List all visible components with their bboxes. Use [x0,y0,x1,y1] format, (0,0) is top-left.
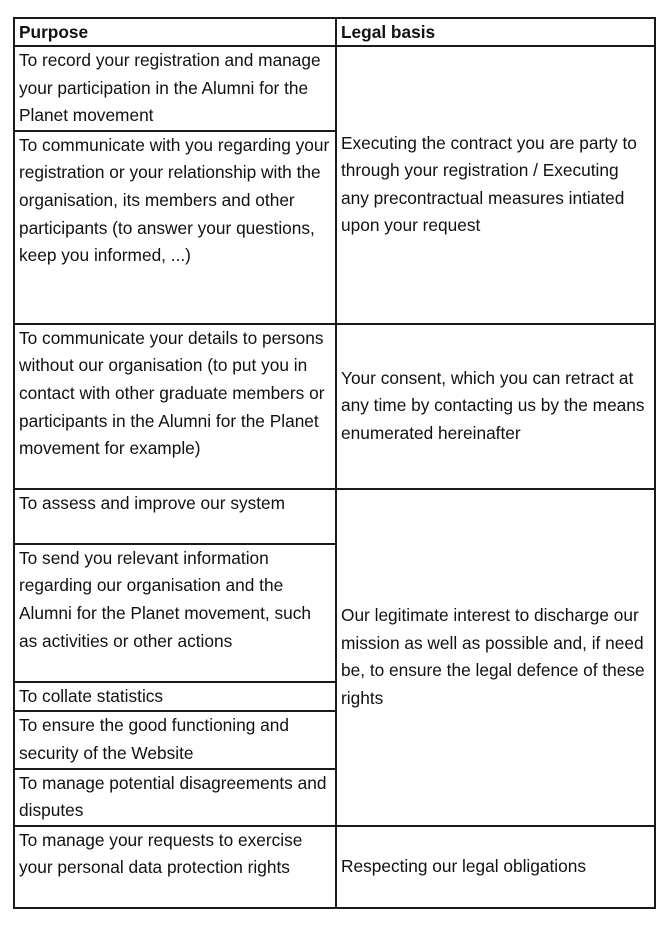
table-row [14,489,655,544]
purpose-cell [14,682,336,712]
legal-basis-text: Executing the contract you are party to through your registration / Executing any precontractual measures intiated upon your request [341,132,637,236]
legal-basis-text: Respecting our legal obligations [341,855,586,876]
purpose-text: To communicate with you regarding your registration or your relationship with the organisation, its members and other participants (to answer your questions, keep you informed, ...) [19,134,330,266]
legal-basis-cell [336,324,655,489]
purpose-text: To collate statistics [19,685,164,706]
table-row [14,324,655,489]
purpose-cell [14,489,336,544]
purpose-text: To manage potential disagreements and disputes [19,772,327,821]
purpose-legal-basis-table [13,17,656,909]
legal-basis-cell [336,826,655,908]
purpose-cell [14,711,336,768]
legal-basis-text: Our legitimate interest to discharge our mission as well as possible and, if need be, to ensure the legal defence of these rights [341,605,645,708]
purpose-header: Purpose [14,18,336,46]
purpose-cell [14,826,336,908]
purpose-cell [14,769,336,826]
table-row [14,826,655,908]
purpose-text: To record your registration and manage your participation in the Alumni for the Planet movement [19,50,321,126]
legal-basis-cell [336,489,655,826]
purpose-text: To assess and improve our system [19,492,286,513]
purpose-cell [14,131,336,324]
purpose-cell [14,544,336,682]
purpose-cell [14,324,336,489]
legal-basis-header: Legal basis [336,18,655,46]
purpose-text: To ensure the good functioning and security of the Website [19,715,289,763]
header-row [14,18,655,46]
purpose-cell [14,46,336,131]
legal-basis-text: Your consent, which you can retract at any time by contacting us by the means enumerated hereinafter [341,367,645,444]
purpose-text: To manage your requests to exercise your personal data protection rights [19,829,303,878]
purpose-text: To communicate your details to persons without our organisation (to put you in contact with other graduate members or participants in the Alumni for the Planet movement for example) [19,327,325,459]
purpose-text: To send you relevant information regarding our organisation and the Alumni for the Planet movement, such as activities or other actions [19,547,312,651]
table-row [14,46,655,131]
legal-basis-cell [336,46,655,324]
